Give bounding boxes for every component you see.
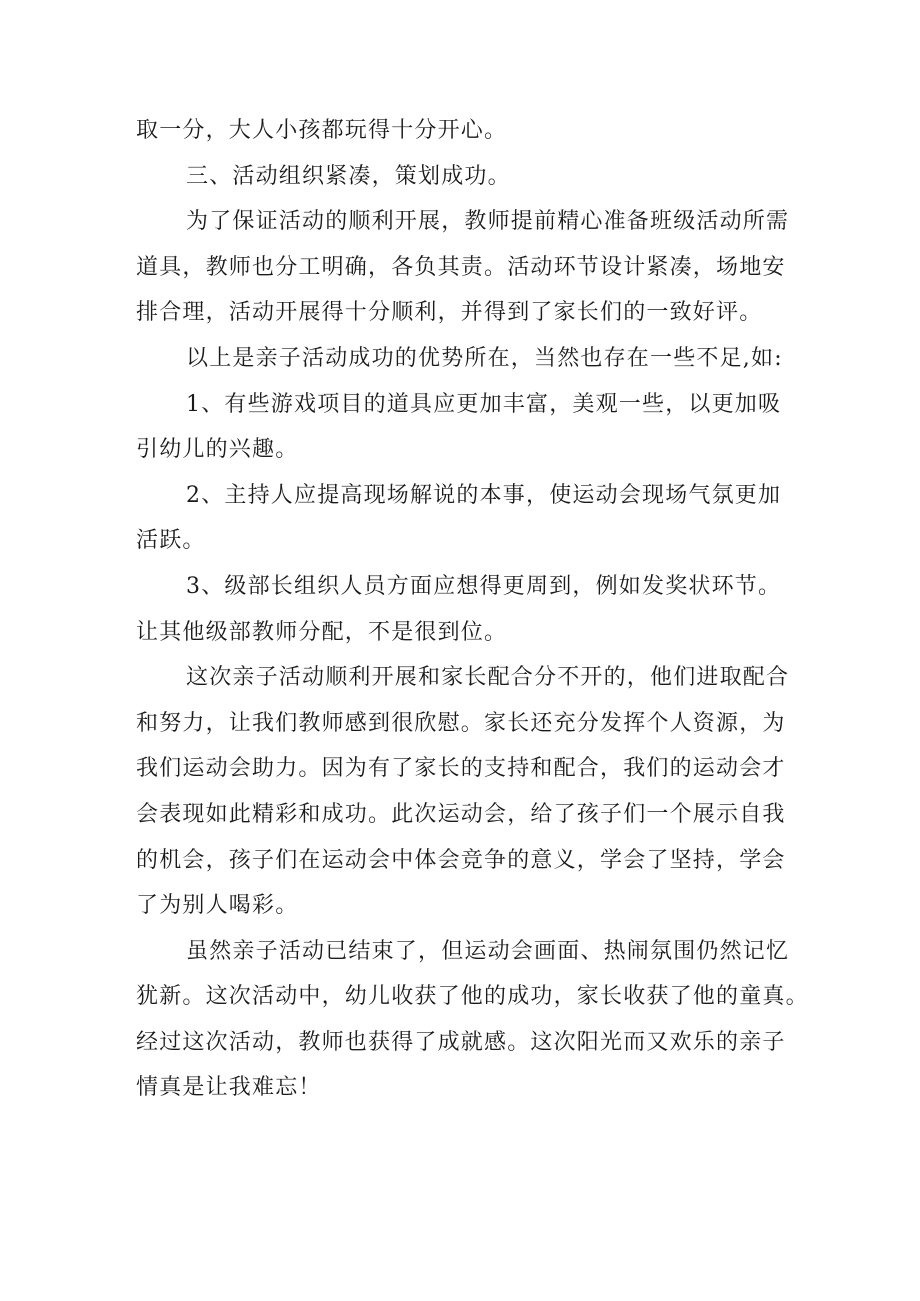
text-line: 三、活动组织紧凑，策划成功。	[186, 163, 511, 189]
text-line: 情真是让我难忘！	[136, 1075, 322, 1101]
text-line: 排合理，活动开展得十分顺利，并得到了家长们的一致好评。	[136, 300, 763, 326]
text-line: 为了保证活动的顺利开展，教师提前精心准备班级活动所需	[186, 209, 790, 235]
text-line: 3、级部长组织人员方面应想得更周到，例如发奖状环节。	[186, 573, 782, 599]
text-line: 的机会，孩子们在运动会中体会竞争的意义，学会了坚持，学会	[136, 847, 786, 873]
text-line: 犹新。这次活动中，幼儿收获了他的成功，家长收获了他的童真。	[136, 984, 809, 1010]
text-line: 道具，教师也分工明确，各负其责。活动环节设计紧凑，场地安	[136, 254, 786, 280]
text-line: 虽然亲子活动已结束了，但运动会画面、热闹氛围仍然记忆	[186, 938, 790, 964]
text-line: 取一分，大人小孩都玩得十分开心。	[136, 118, 508, 143]
text-line: 我们运动会助力。因为有了家长的支持和配合，我们的运动会才	[136, 756, 786, 782]
text-line: 经过这次活动，教师也获得了成就感。这次阳光而又欢乐的亲子	[136, 1029, 786, 1055]
document-body	[136, 108, 809, 1111]
text-line: 引幼儿的兴趣。	[136, 437, 299, 463]
text-line: 了为别人喝彩。	[136, 893, 299, 919]
text-line: 活跃。	[136, 528, 206, 554]
text-line: 1、有些游戏项目的道具应更加丰富，美观一些，以更加吸	[186, 391, 782, 417]
text-line: 让其他级部教师分配，不是很到位。	[136, 619, 508, 645]
text-line: 2、主持人应提高现场解说的本事，使运动会现场气氛更加	[186, 482, 782, 508]
text-line: 会表现如此精彩和成功。此次运动会，给了孩子们一个展示自我	[136, 801, 786, 827]
text-line: 和努力，让我们教师感到很欣慰。家长还充分发挥个人资源，为	[136, 710, 786, 736]
text-line: 以上是亲子活动成功的优势所在，当然也存在一些不足,如:	[186, 345, 783, 371]
text-line: 这次亲子活动顺利开展和家长配合分不开的，他们进取配合	[186, 665, 790, 691]
